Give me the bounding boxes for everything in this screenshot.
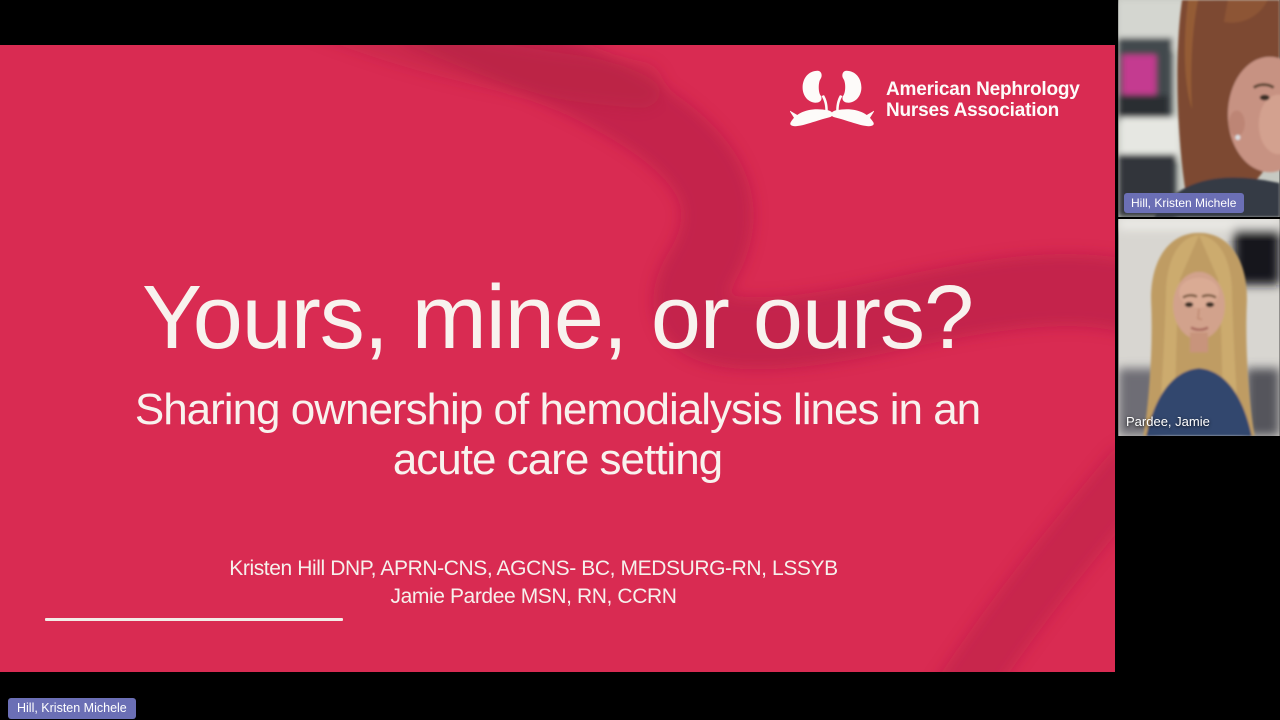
- participant-name-badge: Hill, Kristen Michele: [1124, 193, 1244, 213]
- anna-logo: [790, 63, 1080, 139]
- slide-title: Yours, mine, or ours?: [141, 268, 974, 368]
- hill-webcam-video: [1118, 0, 1280, 217]
- video-tile-hill[interactable]: [1118, 0, 1280, 217]
- participant-name-label: Pardee, Jamie: [1126, 414, 1210, 429]
- anna-logo-line2: Nurses Association: [886, 100, 1060, 121]
- slide-subtitle-line2: acute care setting: [392, 435, 723, 485]
- divider-line: [45, 618, 343, 621]
- slide-authors: [229, 555, 838, 610]
- author-line1: Kristen Hill DNP, APRN-CNS, AGCNS- BC, MEDSURG-RN, LSSYB: [229, 557, 838, 580]
- author-line2: Jamie Pardee MSN, RN, CCRN: [390, 584, 677, 608]
- slide-subtitle-line1: Sharing ownership of hemodialysis lines in an: [134, 385, 981, 434]
- anna-logo-text: [886, 80, 1080, 121]
- pardee-webcam-video: [1118, 219, 1280, 436]
- video-tile-pardee[interactable]: [1118, 219, 1280, 436]
- kidneys-in-hands-icon: [790, 63, 874, 139]
- anna-logo-line1: American Nephrology: [886, 79, 1080, 101]
- active-speaker-tag: Hill, Kristen Michele: [8, 698, 136, 719]
- presentation-slide: [0, 45, 1115, 672]
- slide-subtitle: [0, 385, 1115, 485]
